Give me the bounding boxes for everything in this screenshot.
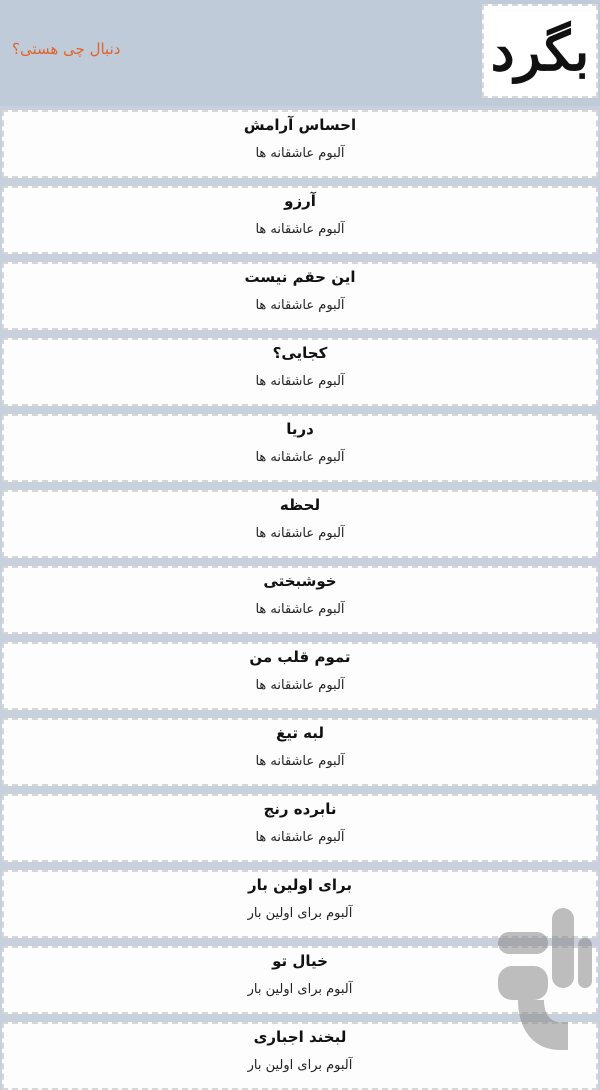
list-item[interactable] bbox=[2, 186, 598, 254]
song-title: لحظه bbox=[279, 496, 321, 514]
album-name: آلبوم عاشقانه ها bbox=[255, 450, 345, 465]
list-item[interactable] bbox=[2, 642, 598, 710]
list-item[interactable] bbox=[2, 794, 598, 862]
app-header bbox=[0, 0, 600, 106]
album-name: آلبوم عاشقانه ها bbox=[255, 602, 345, 617]
song-title: تموم قلب من bbox=[249, 648, 351, 666]
album-name: آلبوم عاشقانه ها bbox=[255, 146, 345, 161]
song-title: کجایی؟ bbox=[272, 344, 328, 362]
album-name: آلبوم عاشقانه ها bbox=[255, 830, 345, 845]
song-title: احساس آرامش bbox=[243, 116, 357, 134]
album-name: آلبوم عاشقانه ها bbox=[255, 222, 345, 237]
album-name: آلبوم عاشقانه ها bbox=[255, 754, 345, 769]
song-title: دریا bbox=[286, 420, 314, 438]
song-title: لبخند اجباری bbox=[253, 1028, 347, 1046]
song-title: لبه تیغ bbox=[275, 724, 325, 742]
song-title: خیال تو bbox=[272, 952, 328, 970]
album-name: آلبوم عاشقانه ها bbox=[255, 374, 345, 389]
song-title: نابرده رنج bbox=[263, 800, 337, 818]
list-item[interactable] bbox=[2, 262, 598, 330]
song-title: این حقم نیست bbox=[244, 268, 356, 286]
logo-text: بگرد bbox=[490, 19, 590, 83]
search-logo-button[interactable] bbox=[482, 4, 598, 98]
list-item[interactable] bbox=[2, 414, 598, 482]
album-name: آلبوم عاشقانه ها bbox=[255, 678, 345, 693]
cafebazaar-logo-icon bbox=[494, 900, 594, 1058]
song-title: برای اولین بار bbox=[248, 876, 352, 894]
song-title: خوشبختی bbox=[263, 572, 337, 590]
album-name: آلبوم عاشقانه ها bbox=[255, 526, 345, 541]
song-title: آرزو bbox=[284, 192, 316, 210]
search-prompt[interactable]: دنبال چی هستی؟ bbox=[12, 40, 121, 58]
album-name: آلبوم برای اولین بار bbox=[247, 906, 353, 921]
list-item[interactable] bbox=[2, 566, 598, 634]
list-item[interactable] bbox=[2, 338, 598, 406]
list-item[interactable] bbox=[2, 718, 598, 786]
list-item[interactable] bbox=[2, 490, 598, 558]
album-name: آلبوم برای اولین بار bbox=[247, 1058, 353, 1073]
album-name: آلبوم برای اولین بار bbox=[247, 982, 353, 997]
list-item[interactable] bbox=[2, 110, 598, 178]
album-name: آلبوم عاشقانه ها bbox=[255, 298, 345, 313]
